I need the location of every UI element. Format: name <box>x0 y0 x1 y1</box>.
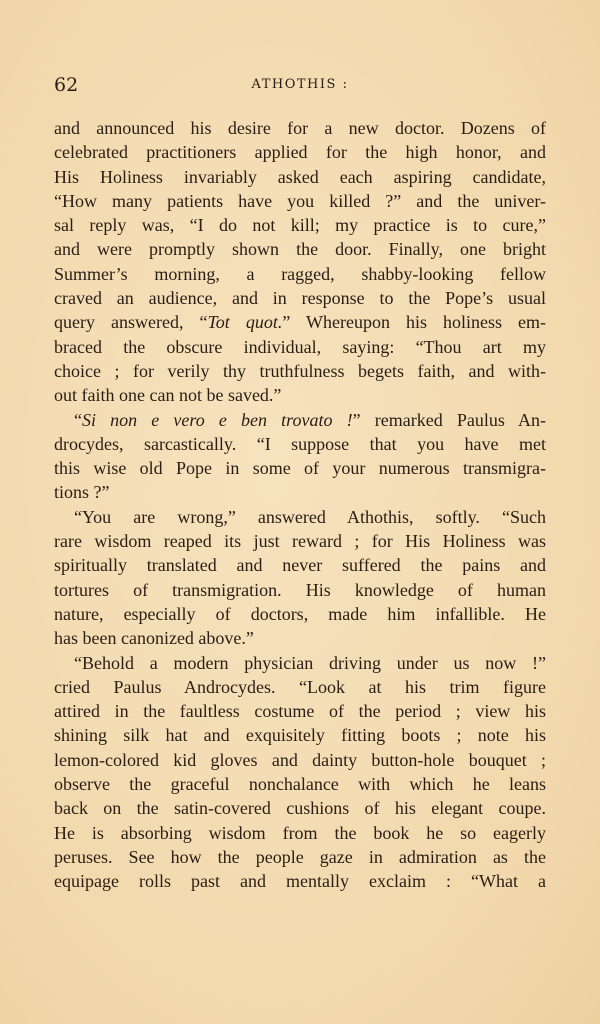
text-line: His Holiness invariably asked each aspiring candidate, <box>54 166 546 187</box>
text-line: this wise old Pope in some of your numerous transmigra- <box>54 458 546 479</box>
text-fragment: “ <box>74 409 82 430</box>
text-line: “Behold a modern physician driving under us now !” <box>74 652 546 673</box>
text-line: equipage rolls past and mentally exclaim : “What a <box>54 871 546 892</box>
text-line: braced the obscure individual, saying: “Thou art my <box>54 336 546 357</box>
text-line: craved an audience, and in response to the Pope’s usual <box>54 288 546 309</box>
text-line: attired in the faultless costume of the period ; view his <box>54 701 546 722</box>
text-line: rare wisdom reaped its just reward ; for His Holiness was <box>54 531 546 552</box>
text-line: observe the graceful nonchalance with which he leans <box>54 774 546 795</box>
italic-quote: Tot quot. <box>207 312 283 333</box>
text-fragment: query answered, “ <box>54 312 208 333</box>
text-line: cried Paulus Androcydes. “Look at his trim figure <box>54 676 546 697</box>
text-line: shining silk hat and exquisitely fitting boots ; note his <box>54 725 546 746</box>
page-header <box>54 74 546 98</box>
text-fragment: ” Whereupon his holiness em- <box>282 312 546 333</box>
text-line: tions ?” <box>54 482 110 503</box>
text-fragment: ” remarked Paulus An- <box>352 409 547 430</box>
text-line: nature, especially of doctors, made him infallible. He <box>54 603 546 624</box>
text-line: and announced his desire for a new doctor. Dozens of <box>54 118 546 138</box>
text-line: spiritually translated and never suffered the pains and <box>54 555 546 576</box>
text-line: “How many patients have you killed ?” and the univer- <box>54 190 546 211</box>
italic-quote: Si non e vero e ben trovato ! <box>82 409 353 430</box>
text-line: has been canonized above.” <box>54 628 254 649</box>
text-line: back on the satin-covered cushions of his elegant coupe. <box>54 798 546 819</box>
running-title: ATHOTHIS : <box>251 77 349 92</box>
text-line: out faith one can not be saved.” <box>54 385 282 406</box>
text-line: lemon-colored kid gloves and dainty button-hole bouquet ; <box>54 749 546 770</box>
text-line <box>54 310 546 334</box>
text-line: choice ; for verily thy truthfulness begets faith, and with- <box>54 360 546 381</box>
text-line: tortures of transmigration. His knowledge of human <box>54 579 546 600</box>
body-text <box>54 116 546 894</box>
text-line: sal reply was, “I do not kill; my practice is to cure,” <box>54 215 546 236</box>
text-line: Summer’s morning, a ragged, shabby-looking fellow <box>54 263 546 284</box>
text-line: He is absorbing wisdom from the book he so eagerly <box>54 822 546 843</box>
text-line: and were promptly shown the door. Finally, one bright <box>54 239 546 260</box>
text-line: celebrated practitioners applied for the high honor, and <box>54 142 546 163</box>
text-line: “You are wrong,” answered Athothis, softly. “Such <box>74 506 546 527</box>
text-line: drocydes, sarcastically. “I suppose that you have met <box>54 433 546 454</box>
text-line <box>54 408 546 432</box>
text-line: peruses. See how the people gaze in admiration as the <box>54 846 546 867</box>
page-number: 62 <box>54 74 79 96</box>
